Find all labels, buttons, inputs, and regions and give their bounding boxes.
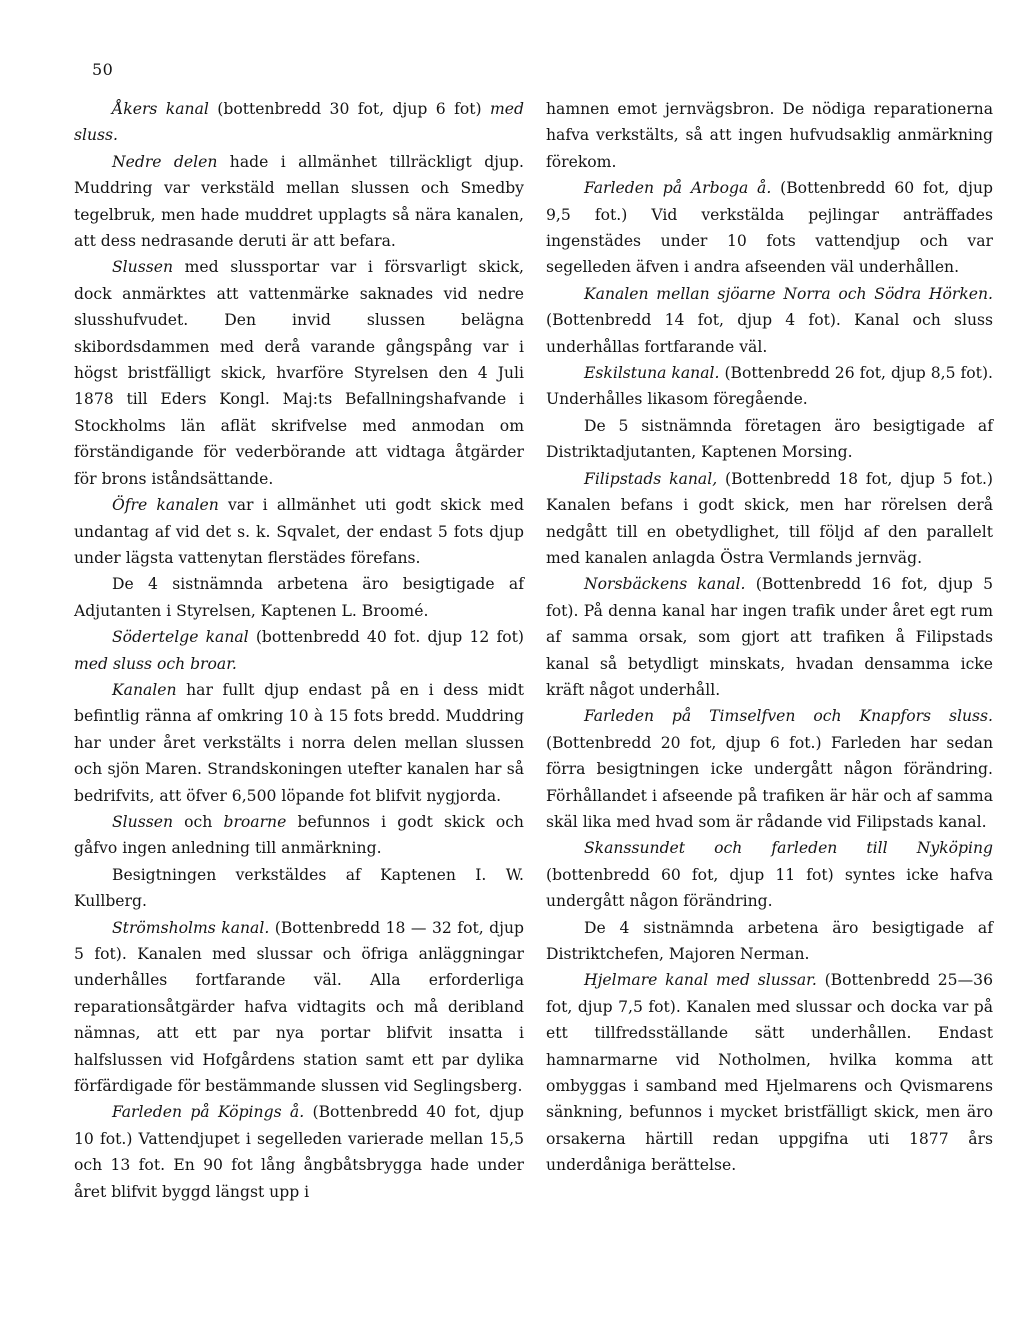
paragraph-besigtigade-broome: De 4 sistnämnda arbetena äro besigtigade af Adjutanten i Styrelsen, Kaptenen L. Broomé. — [74, 575, 524, 620]
paragraph-sodertelge-kanal: Södertelge kanal (bottenbredd 40 fot. djup 12 fot) med sluss och broar. — [74, 628, 524, 673]
heading-horken: Kanalen mellan sjöarne Norra och Södra Hörken. — [584, 284, 993, 303]
heading-norsbackens-kanal: Norsbäckens kanal. — [584, 575, 746, 594]
heading-kopings-a: Farleden på Köpings å. — [112, 1103, 305, 1122]
heading-eskilstuna-kanal: Eskilstuna kanal. — [584, 364, 720, 383]
heading-filipstads-kanal: Filipstads kanal, — [584, 469, 718, 488]
paragraph-hjelmare-kanal: Hjelmare kanal med slussar. (Bottenbredd 25—36 fot, djup 7,5 fot). Kanalen med slussar och docka var på ett tillfredsställande sätt underhållen. Endast hamnarmarne vid Notholmen, hvilka komma att ombyggas i samband med Hjelmarens och Qvismarens sänkning, befunnos i mycket bristfälligt skick, men äro orsakerna härtill redan uppgifna uti 1877 års underdåniga berättelse. — [546, 971, 994, 1175]
paragraph-besigtigade-nerman: De 4 sistnämnda arbetena äro besigtigade af Distriktchefen, Majoren Nerman. — [546, 918, 993, 963]
paragraph-eskilstuna-kanal: Eskilstuna kanal. (Bottenbredd 26 fot, djup 8,5 fot). Underhålles likasom föregående. — [546, 364, 993, 409]
paragraph-horken: Kanalen mellan sjöarne Norra och Södra Hörken. (Bottenbredd 14 fot, djup 4 fot). Kanal och sluss underhållas fortfarande väl. — [546, 284, 993, 356]
heading-timselfven: Farleden på Timselfven och Knapfors sluss. — [584, 707, 993, 726]
paragraph-besigtning-kullberg: Besigtningen verkstäldes af Kaptenen I. W. Kullberg. — [74, 865, 524, 911]
paragraph-arboga-a: Farleden på Arboga å. (Bottenbredd 60 fot, djup 9,5 fot.) Vid verkstälda pejlingar anträffades ingenstädes under 10 fots vattendjup och var segelleden äfven i andra afseenden väl underhållen. — [546, 179, 994, 277]
left-column — [74, 96, 524, 1205]
heading-skanssundet: Skanssundet och farleden till Nyköping — [584, 839, 993, 858]
paragraph-kanalen-djup: Kanalen har fullt djup endast på en i dess midt befintlig ränna af omkring 10 à 15 fots bredd. Muddring har under året verkstälts i norra delen mellan slussen och sjön Maren. Strandskoningen utefter kanalen har så bedrifvits, att öfver 6,500 löpande fot blifvit nygjorda. — [74, 680, 524, 805]
paragraph-nedre-delen: Nedre delen hade i allmänhet tillräckligt djup. Muddring var verkstäld mellan slussen och Smedby tegelbruk, men hade muddret upplagts så nära kanalen, att dess nedrasande deruti är att befara. — [74, 152, 524, 251]
paragraph-norsbackens-kanal: Norsbäckens kanal. (Bottenbredd 16 fot, djup 5 fot). På denna kanal har ingen trafik under året egt rum af samma orsak, som gjort att trafiken å Filipstads kanal så betydligt minskats, hvadan densamma icke kräft något underhåll. — [546, 575, 994, 699]
heading-sodertelge-kanal: Södertelge kanal — [112, 628, 249, 647]
paragraph-slussen: Slussen med slussportar var i försvarligt skick, dock anmärktes att vattenmärke saknades vid nedre slusshufvudet. Den invid slussen belägna skibordsdammen med derå varande gångspång var i högst bristfälligt skick, hvarföre Styrelsen den 4 Juli 1878 till Eders Kongl. Maj:ts Befallningshafvande i Stockholms län aflät skrifvelse med anmodan om förständigande för vederbörande att vidtaga åtgärder för brons iståndsättande. — [74, 258, 524, 488]
heading-arboga-a: Farleden på Arboga å. — [584, 179, 772, 198]
paragraph-timselfven: Farleden på Timselfven och Knapfors sluss. (Bottenbredd 20 fot, djup 6 fot.) Farleden har sedan förra besigtningen icke undergått någon förändring. Förhållandet i afseende på trafiken är här och af samma skäl lika med hvad som är rådande vid Filipstads kanal. — [546, 707, 993, 831]
paragraph-ofre-kanalen: Öfre kanalen var i allmänhet uti godt skick med undantag af vid det s. k. Sqvalet, der endast 5 fots djup under lägsta vattenytan flerstädes förefans. — [74, 496, 524, 567]
paragraph-filipstads-kanal: Filipstads kanal, (Bottenbredd 18 fot, djup 5 fot.) Kanalen befans i godt skick, men har rörelsen derå nedgått till en obetydlighet, till följd af den parallelt med kanalen anlagda Östra Vermlands jernväg. — [546, 469, 993, 567]
heading-stromsholms-kanal: Strömsholms kanal. — [112, 918, 270, 937]
paragraph-stromsholms-kanal: Strömsholms kanal. (Bottenbredd 18 — 32 fot, djup 5 fot). Kanalen med slussar och öfriga anläggningar underhålles fortfarande väl. Alla erforderliga reparationsåtgärder hafva vidtagits och må deribland nämnas, att ett par nya portar blifvit insatta i halfslussen vid Hofgårdens station samt ett par dylika förfärdigade för bestämmande slussen vid Seglingsberg. — [74, 918, 524, 1096]
heading-akers-kanal: Åkers kanal — [112, 100, 209, 118]
heading-hjelmare-kanal: Hjelmare kanal med slussar. — [584, 971, 817, 990]
right-column — [546, 96, 993, 1179]
page-number: 50 — [92, 60, 114, 79]
paragraph-akers-kanal: Åkers kanal (bottenbredd 30 fot, djup 6 fot) med sluss. — [74, 100, 524, 145]
paragraph-skanssundet: Skanssundet och farleden till Nyköping (bottenbredd 60 fot, djup 11 fot) syntes icke hafva undergått någon förändring. — [546, 839, 993, 911]
paragraph-besigtigade-morsing: De 5 sistnämnda företagen äro besigtigade af Distriktadjutanten, Kaptenen Morsing. — [546, 416, 993, 462]
paragraph-hamnen-continued: hamnen emot jernvägsbron. De nödiga reparationerna hafva verkstälts, så att ingen hufvudsaklig anmärkning förekom. — [546, 100, 993, 171]
paragraph-kopings-a: Farleden på Köpings å. (Bottenbredd 40 fot, djup 10 fot.) Vattendjupet i segelleden varierade mellan 15,5 och 13 fot. En 90 fot lång ångbåtsbrygga hade under året blifvit byggd längst upp i — [74, 1103, 524, 1201]
paragraph-slussen-broarne: Slussen och broarne befunnos i godt skick och gåfvo ingen anledning till anmärkning. — [74, 812, 524, 858]
